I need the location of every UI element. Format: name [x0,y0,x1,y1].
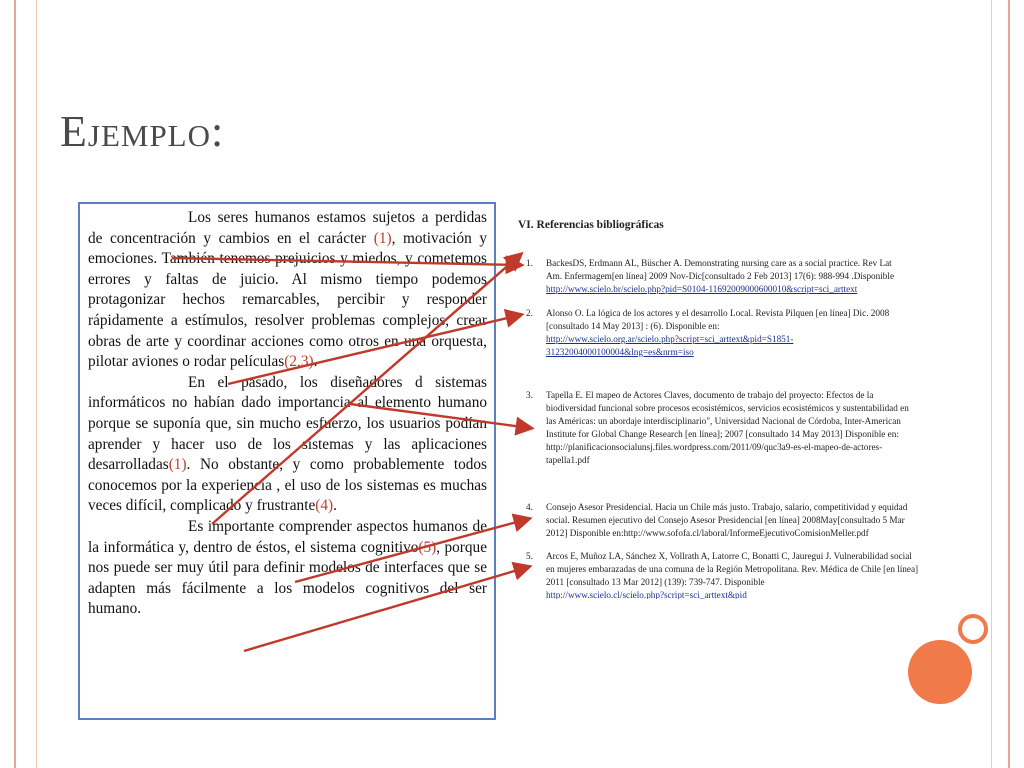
reference-line: Alonso O. La lógica de los actores y el desarrollo Local. Revista Pilquen [en línea] Dic. 2008 [546,308,890,318]
reference-line: Arcos E, Muñoz LA, Sánchez X, Vollrath A, Latorre C, Bonatti C, Jauregui J. Vulnerabilidad social [546,551,912,561]
paragraph-text: . [333,497,337,515]
arrow-citation-5 [244,567,528,651]
citation-marker: (1) [168,456,187,474]
reference-line: social. Resumen ejecutivo del Consejo Asesor Presidencial [en línea] 2008May[consultado 5 Mar [546,515,905,525]
citation-marker: (4) [315,497,334,515]
reference-line: 2012] Disponible en:http://www.sofofa.cl/laboral/InformeEjecutivoComisionMeller.pdf [546,528,869,538]
reference-line: Consejo Asesor Presidencial. Hacia un Chile más justo. Trabajo, salario, competitividad y equidad [546,502,908,512]
decorative-circle-small [958,614,988,644]
arrow-citation-2 [228,315,520,384]
decorative-circle-large [908,640,972,704]
reference-link[interactable]: http://www.scielo.cl/scielo.php?script=sci_arttext&pid [546,590,747,599]
reference-line: Tapella E. El mapeo de Actores Claves, documento de trabajo del proyecto: Efectos de la [546,390,874,400]
reference-link[interactable]: http://www.scielo.br/scielo.php?pid=S0104-11692009000600010&script=sci_arttext [546,284,858,294]
reference-number: 5. [526,551,533,561]
reference-number: 4. [526,502,533,512]
paragraph-text: En el pasado, los diseñadores d sistemas informáticos no habían dado importancia al elemento humano porque se suponía que, sin mucho esfuerzo, los usuarios podían aprender y hacer uso de los sistemas y las aplicaciones desarrolladas [88,373,487,474]
arrow-citation-4 [295,519,528,582]
paragraph-text: , motivación y emociones. También tenemos prejuicios y miedos, y cometemos errores y faltas de juicio. Al mismo tiempo podemos protagonizar hechos remarcables, percibir y responder rápidamente a estímulos, resolver problemas complejos, crear obras de arte y coordinar acciones como otros en una orquesta, pilotar aviones o rodar películas [88,229,487,371]
reference-line: Institute for Global Change Research [en línea]; 2007 [consultado 14 May 2013] Disponible en: [546,429,899,439]
reference-link[interactable]: http://www.scielo.org.ar/scielo.php?script=sci_arttext&pid=S1851- [546,334,794,344]
paragraph-text: . [313,353,318,371]
reference-line: [consultado 14 May 2013] : (6). Disponible en: [546,321,720,331]
references-heading: VI. Referencias bibliográficas [518,219,664,231]
reference-line: las Américas: un abordaje interdisciplinario", Universidad Nacional de Córdoba, Inter-American [546,416,901,426]
citation-marker: (1) [373,229,392,247]
reference-link[interactable]: 31232004000100004&lng=es&nrm=iso [546,347,694,357]
reference-number: 1. [526,258,533,268]
reference-line: en mujeres embarazadas de una comuna de la Región Metropolitana. Rev. Médica de Chile [en línea] [546,564,919,574]
reference-line: 2011 [consultado 13 Mar 2012] (139): 739-747. Disponible [546,577,765,587]
reference-line: Am. Enfermagem[en línea] 2009 Nov-Dic[consultado 2 Feb 2013] 17(6): 988-994 .Disponible [546,271,895,281]
reference-number: 3. [526,390,533,400]
arrow-citation-1-second [212,255,520,524]
reference-line: tapella1.pdf [546,455,590,465]
reference-line: http://planificacionsocialunsj.files.wordpress.com/2011/09/quc3a9-es-el-mapeo-de-actores- [546,442,883,452]
arrow-citation-3 [350,404,530,428]
paragraph-text: . No obstante, y como probablemente todos conocemos por la experiencia , el uso de los sistemas es muchas veces difícil, complicado y frustrante [88,456,487,515]
paragraph-text: Los seres humanos estamos sujetos a perdidas de concentración y cambios en el carácter [88,209,487,247]
citation-marker: (5) [418,538,437,556]
reference-line: BackesDS, Erdmann AL, Büscher A. Demonstrating nursing care as a social practice. Rev Lat [546,258,892,268]
paragraph-text: Es importante comprender aspectos humanos de la informática y, dentro de éstos, el sistema cognitivo [88,517,487,556]
reference-line: biodiversidad funcional sobre procesos ecosistémicos, servicios ecosistémicos y sustentabilidad en [546,403,909,413]
citation-marker: (2,3) [284,353,314,371]
reference-number: 2. [526,308,533,318]
paragraph-text: , porque nos puede ser muy útil para definir modelos de interfaces que se adapten más fácilmente a los modelos cognitivos del ser humano. [88,538,487,618]
slide-title: Ejemplo: [60,107,225,156]
arrow-citation-1 [172,258,520,265]
